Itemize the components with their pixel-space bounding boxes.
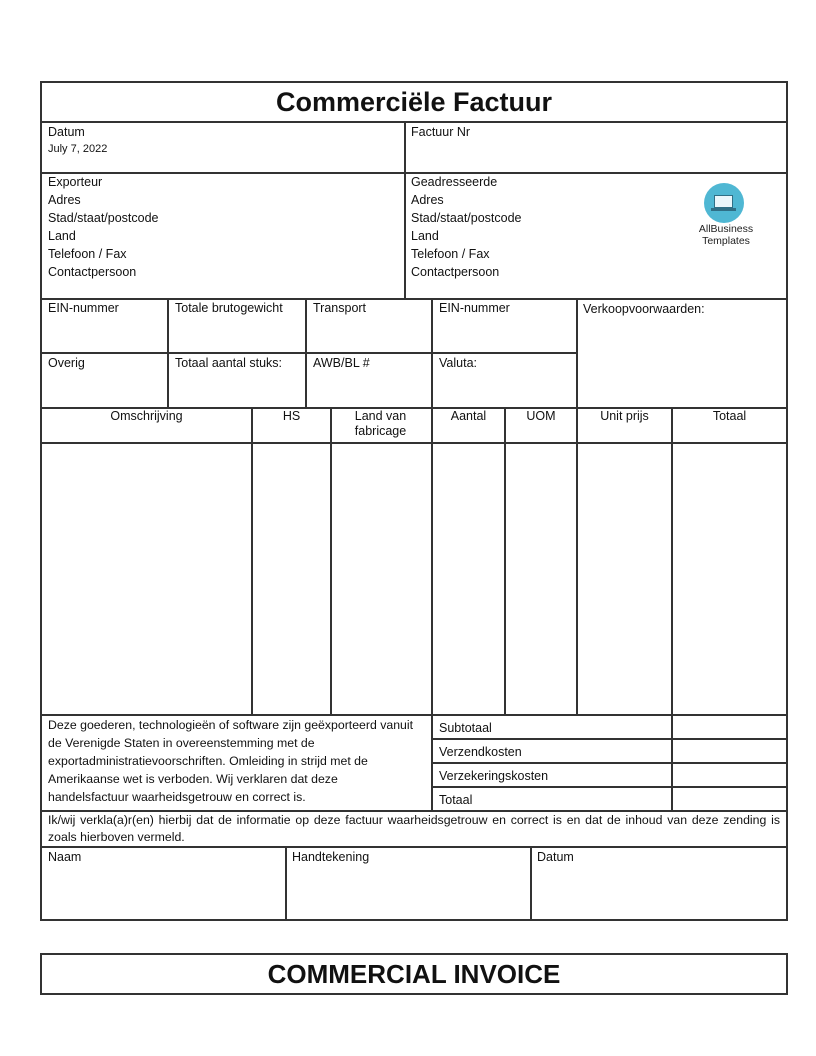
col-header-uom: UOM bbox=[526, 409, 556, 423]
divider bbox=[432, 738, 788, 740]
divider bbox=[330, 407, 332, 714]
exporter-address: Adres bbox=[48, 193, 81, 207]
divider bbox=[40, 846, 788, 848]
exporter-label: Exporteur bbox=[48, 175, 103, 189]
logo-line2: Templates bbox=[702, 235, 750, 247]
divider bbox=[530, 846, 532, 921]
shipping-cost-label: Verzendkosten bbox=[439, 745, 522, 759]
insurance-cost-label: Verzekeringskosten bbox=[439, 769, 549, 783]
logo-text bbox=[690, 223, 762, 247]
divider bbox=[404, 121, 406, 298]
datum-label: Datum bbox=[48, 125, 85, 139]
signature-label: Handtekening bbox=[292, 850, 370, 864]
col-header-unit-price: Unit prijs bbox=[600, 409, 649, 423]
divider bbox=[671, 407, 673, 810]
divider bbox=[40, 352, 578, 354]
exporter-contact: Contactpersoon bbox=[48, 265, 137, 279]
ein-label-2: EIN-nummer bbox=[439, 301, 510, 315]
transport-label: Transport bbox=[313, 301, 367, 315]
datum-value[interactable]: July 7, 2022 bbox=[48, 143, 108, 155]
divider bbox=[251, 407, 253, 714]
sign-declaration: Ik/wij verkla(a)r(en) hierbij dat de informatie op deze factuur waarheidsgetrouw en correct is en dat de inhoud van deze zending is zoals hierboven vermeld. bbox=[48, 813, 780, 844]
other-label: Overig bbox=[48, 356, 85, 370]
divider bbox=[432, 786, 788, 788]
divider bbox=[285, 846, 287, 921]
total-label: Totaal bbox=[439, 793, 473, 807]
divider bbox=[504, 407, 506, 714]
divider bbox=[167, 298, 169, 407]
divider bbox=[431, 407, 433, 810]
subtotal-label: Subtotaal bbox=[439, 721, 492, 735]
consignee-address: Adres bbox=[411, 193, 444, 207]
divider bbox=[305, 298, 307, 407]
name-label: Naam bbox=[48, 850, 82, 864]
col-header-total: Totaal bbox=[712, 409, 747, 423]
laptop-icon bbox=[714, 195, 733, 208]
consignee-label: Geadresseerde bbox=[411, 175, 498, 189]
divider bbox=[432, 762, 788, 764]
laptop-base bbox=[711, 208, 736, 211]
export-declaration: Deze goederen, technologieën of software zijn geëxporteerd vanuit de Verenigde Staten in overeenstemming met de exportadministratievoorschriften. Omleiding in strijd met de Amerikaanse wet is verboden. Wij verklaren dat deze handelsfactuur waarheidsgetrouw en correct is. bbox=[48, 718, 414, 804]
consignee-phone: Telefoon / Fax bbox=[411, 247, 490, 261]
col-header-country-of-manufacture: Land van fabricage bbox=[354, 409, 407, 438]
divider bbox=[431, 298, 433, 407]
divider bbox=[40, 442, 788, 444]
factuur-nr-label: Factuur Nr bbox=[411, 125, 471, 139]
col-header-quantity: Aantal bbox=[450, 409, 487, 423]
exporter-country: Land bbox=[48, 229, 76, 243]
awb-label: AWB/BL # bbox=[313, 356, 370, 370]
col-header-hs: HS bbox=[282, 409, 301, 423]
gross-weight-label: Totale brutogewicht bbox=[175, 301, 283, 315]
ein-label-1: EIN-nummer bbox=[48, 301, 119, 315]
english-title: COMMERCIAL INVOICE bbox=[267, 959, 561, 989]
col-header-description: Omschrijving bbox=[110, 409, 183, 423]
logo-line1: AllBusiness bbox=[698, 223, 754, 235]
terms-of-sale-label: Verkoopvoorwaarden: bbox=[583, 302, 705, 316]
consignee-contact: Contactpersoon bbox=[411, 265, 500, 279]
divider bbox=[576, 407, 578, 714]
currency-label: Valuta: bbox=[439, 356, 477, 370]
date-label: Datum bbox=[537, 850, 574, 864]
page-title: Commerciële Factuur bbox=[275, 87, 553, 117]
divider bbox=[576, 298, 578, 407]
consignee-city: Stad/staat/postcode bbox=[411, 211, 522, 225]
exporter-city: Stad/staat/postcode bbox=[48, 211, 159, 225]
exporter-phone: Telefoon / Fax bbox=[48, 247, 127, 261]
total-pieces-label: Totaal aantal stuks: bbox=[175, 356, 283, 370]
consignee-country: Land bbox=[411, 229, 439, 243]
